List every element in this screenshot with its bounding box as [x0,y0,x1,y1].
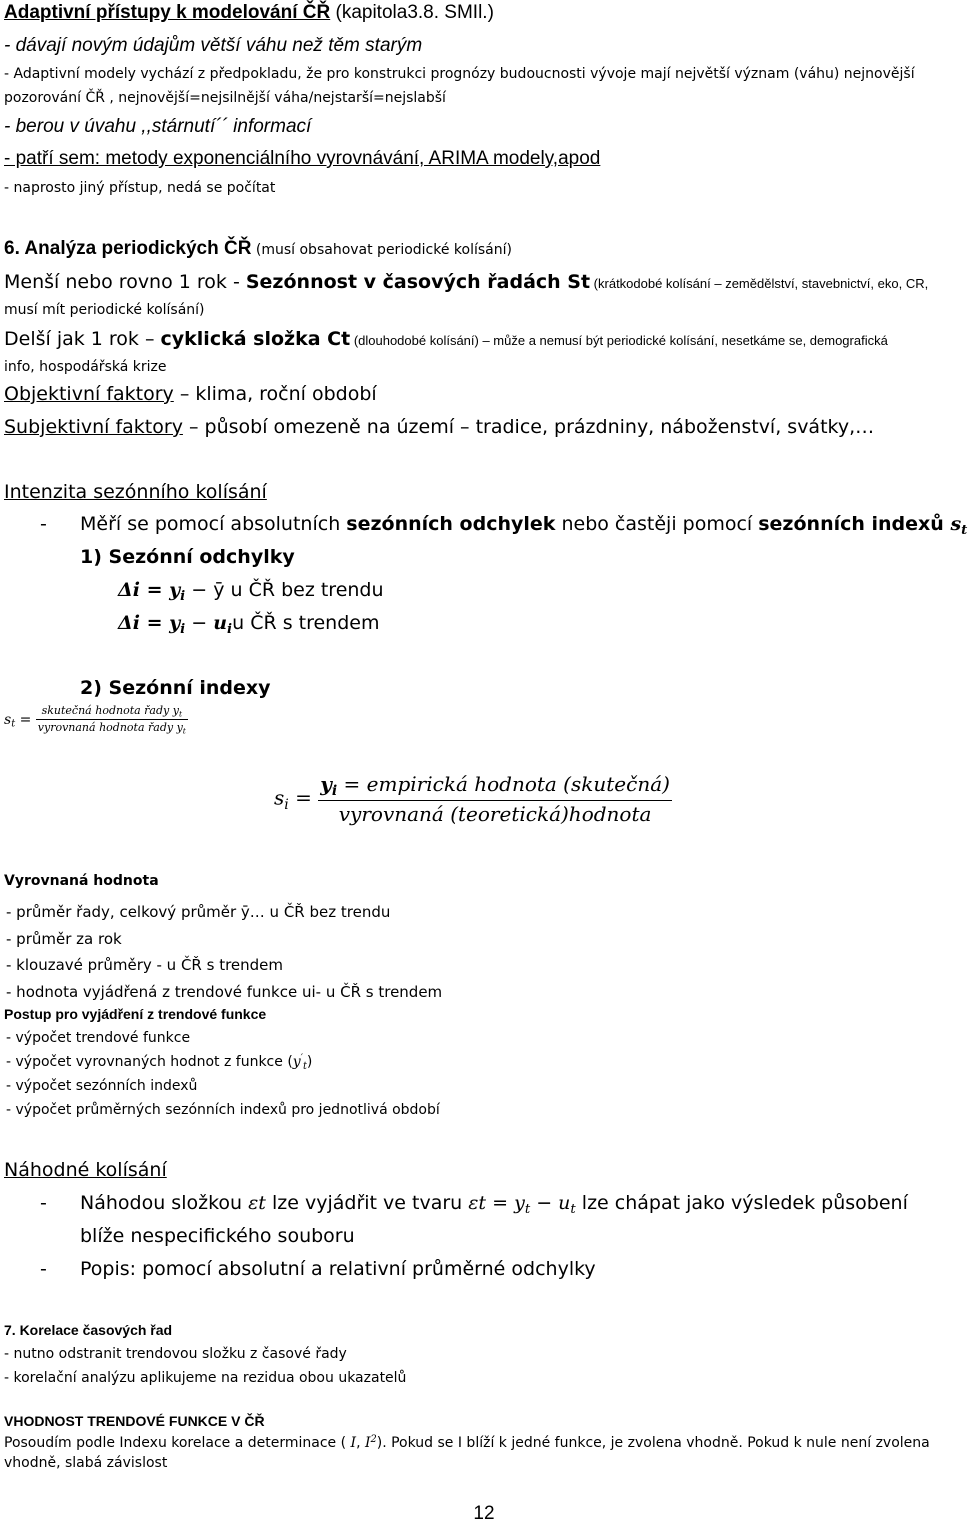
big-formula-num-text: = empirická hodnota (skutečná) [337,772,670,796]
small-formula-numerator [36,704,188,720]
adaptive-title [4,2,494,24]
suitability-I: I [350,1434,357,1451]
seasonality-row-lead: Menší nebo rovno 1 rok - [4,271,246,293]
random-bullet-2: Popis: pomocí absolutní a relativní průměrné odchylky [80,1258,596,1280]
adaptive-line-6: - naprosto jiný přístup, nedá se počítat [4,180,276,196]
formula-2-op: − [185,612,214,634]
formula-1-text: ȳ u ČŘ bez trendu [213,579,384,601]
intensity-bullet-text-c: nebo častěji pomocí [555,513,759,535]
suitability-I2: I [364,1434,371,1451]
small-formula-fraction [36,704,188,736]
small-formula-den-sub: t [182,726,186,736]
suitability-text [4,1434,930,1451]
random-bullet-1-text-a: Náhodou složkou [80,1192,249,1214]
seasonality-row-cont: musí mít periodické kolísání) [4,302,205,318]
subjective-factors-text: – působí omezeně na území – tradice, prázdniny, náboženství, svátky,… [182,416,875,438]
section-7-line-1: - nutno odstranit trendovou složku z časové řady [4,1346,347,1362]
big-formula-denominator: vyrovnaná (teoretická)hodnota [338,802,652,827]
random-fluctuation-heading: Náhodné kolísání [4,1159,167,1181]
formula-2-sub: i [180,621,186,637]
section-6-heading [4,238,512,260]
section-7-heading: 7. Korelace časových řad [4,1322,173,1338]
random-bullet-1-text-b: lze vyjádřit ve tvaru [265,1192,469,1214]
formula-2-u: u [213,612,228,634]
intensity-bullet-symbol-sub: t [961,522,968,538]
procedure-step-2-symbol [293,1054,307,1070]
small-formula-eq: = [15,711,32,728]
suitability-text-b: ). Pokud se I blíží k jedné funkce, je zvolena vhodně. Pokud k nule není zvolena [376,1434,930,1451]
intensity-bullet-symbol [950,513,968,538]
list-item: - hodnota vyjádřená z trendové funkce ui- u ČŘ s trendem [6,983,443,1002]
small-formula-num-sub: t [178,709,183,719]
random-bullet-1-dash: - [40,1192,47,1214]
random-bullet-1-u: u [558,1192,571,1214]
intensity-bullet-symbol-s: s [950,513,962,535]
formula-1-sub: i [180,588,186,604]
procedure-step-1: - výpočet trendové funkce [6,1030,191,1046]
random-bullet-1-cont: blíže nespecifického souboru [80,1225,355,1247]
list-item: - průměr řady, celkový průměr ȳ… u ČŘ bez trendu [6,903,391,921]
page-number: 12 [473,1503,495,1524]
subjective-factors [4,416,874,438]
procedure-step-2-prime: ′ [300,1053,303,1064]
procedure-step-3: - výpočet sezónních indexů [6,1078,198,1094]
formula-deviation-no-trend [118,579,384,604]
adaptive-line-1: - dávají novým údajům větší váhu než těm starým [4,35,423,56]
adaptive-line-3: pozorování ČŘ , nejnovější=nejsilnější váha/nejstarší=nejslabší [4,90,446,106]
suitability-text-a: Posoudím podle Indexu korelace a determinace ( [4,1434,351,1451]
random-bullet-1 [80,1192,908,1217]
suitability-heading: VHODNOST TRENDOVÉ FUNKCE V ČŘ [4,1413,265,1429]
seasonality-row [4,271,928,293]
cyclical-row-lead: Delší jak 1 rok – [4,328,161,350]
big-formula-num-y: y [320,772,332,796]
cyclical-row-cont: info, hospodářská krize [4,359,167,375]
seasonality-row-bold: Sezónnost v časových řadách St [245,271,591,293]
random-bullet-1-u-sub: t [570,1201,576,1217]
big-formula-lhs-sub: i [284,796,289,813]
intensity-bullet-dash: - [40,513,47,535]
big-formula-eq: = [288,785,312,810]
small-formula-lhs: s [4,711,12,728]
procedure-step-2 [6,1053,312,1072]
procedure-step-2-text: - výpočet vyrovnaných hodnot z funkce ( [6,1053,293,1070]
cyclical-row [4,328,888,350]
fitted-value-heading: Vyrovnaná hodnota [4,873,159,889]
small-formula-denominator [36,720,188,735]
formula-1-op: − [185,579,214,601]
formula-2-u-sub: i [227,621,233,637]
random-bullet-1-eps: εt [248,1192,266,1214]
big-formula-numerator [318,772,672,801]
procedure-step-2-y: y [292,1053,301,1070]
objective-factors-text: – klima, roční období [173,383,377,405]
procedure-step-4: - výpočet průměrných sezónních indexů pro jednotlivá období [6,1102,440,1118]
random-bullet-1-eq: εt = y [468,1192,525,1214]
random-bullet-2-dash: - [40,1258,47,1280]
random-bullet-1-eq-sub: t [524,1201,531,1217]
formula-seasonal-index-small [4,704,188,736]
suitability-text-cont: vhodně, slabá závislost [4,1455,168,1471]
cyclical-row-bold: cyklická složka Ct [160,328,351,350]
intensity-bullet-bold-b: sezónních odchylek [346,513,556,535]
procedure-heading: Postup pro vyjádření z trendové funkce [4,1006,267,1022]
seasonal-deviations-heading: 1) Sezónní odchylky [80,546,295,568]
procedure-step-2-sub: t [302,1060,307,1072]
fitted-value-list [6,899,442,1006]
seasonal-indexes-heading: 2) Sezónní indexy [80,677,271,699]
list-item: - klouzavé průměry - u ČŘ s trendem [6,956,284,975]
subjective-factors-label: Subjektivní faktory [4,416,183,438]
suitability-sep: , [356,1434,365,1451]
list-item: - průměr za rok [6,929,122,948]
big-formula-num-sub: i [331,783,338,800]
seasonality-row-note: (krátkodobé kolísání – zemědělství, stavebnictví, eko, CR, [590,276,929,291]
objective-factors [4,383,377,405]
intensity-heading: Intenzita sezónního kolísání [4,481,267,503]
formula-seasonal-index-big [274,772,672,826]
adaptive-title-bold: Adaptivní přístupy k modelování ČŘ [4,2,331,23]
big-formula-lhs: s [274,785,285,810]
objective-factors-label: Objektivní faktory [4,383,174,405]
section-7-line-2: - korelační analýzu aplikujeme na rezidua obou ukazatelů [4,1370,407,1386]
small-formula-num-text: skutečná hodnota řady y [41,704,179,717]
intensity-bullet-text-a: Měří se pomocí absolutních [80,513,347,535]
cyclical-row-note: (dlouhodobé kolísání) – může a nemusí být periodické kolísání, nesetkáme se, demografická [350,333,888,348]
small-formula-lhs-sub: t [11,718,16,730]
random-bullet-1-text-c: lze chápat jako výsledek působení [575,1192,908,1214]
section-6-heading-note: (musí obsahovat periodické kolísání) [251,242,512,258]
adaptive-title-rest: (kapitola3.8. SMIl.) [330,2,494,23]
formula-2-lhs: Δi = y [118,612,181,634]
formula-1-lhs: Δi = y [118,579,181,601]
adaptive-line-2: - Adaptivní modely vychází z předpokladu, že pro konstrukci prognózy budoucnosti vývoje mají největší význam (váhu) nejnovější [4,66,915,82]
adaptive-line-5: - patří sem: metody exponenciálního vyrovnávání, ARIMA modely,apod [4,148,601,169]
big-formula-fraction [318,772,672,826]
formula-deviation-with-trend [118,612,379,637]
procedure-step-2-end: ) [306,1053,313,1070]
section-6-heading-bold: 6. Analýza periodických ČŘ [4,238,252,259]
random-bullet-1-op: − [530,1192,559,1214]
formula-2-text: u ČŘ s trendem [232,612,380,634]
intensity-bullet-bold-d: sezónních indexů [758,513,951,535]
small-formula-den-text: vyrovnaná hodnota řady y [37,721,183,735]
intensity-bullet [80,513,967,538]
suitability-I2-sup: 2 [370,1434,377,1445]
adaptive-line-4: - berou v úvahu ,,stárnutí´´ informací [4,116,312,137]
